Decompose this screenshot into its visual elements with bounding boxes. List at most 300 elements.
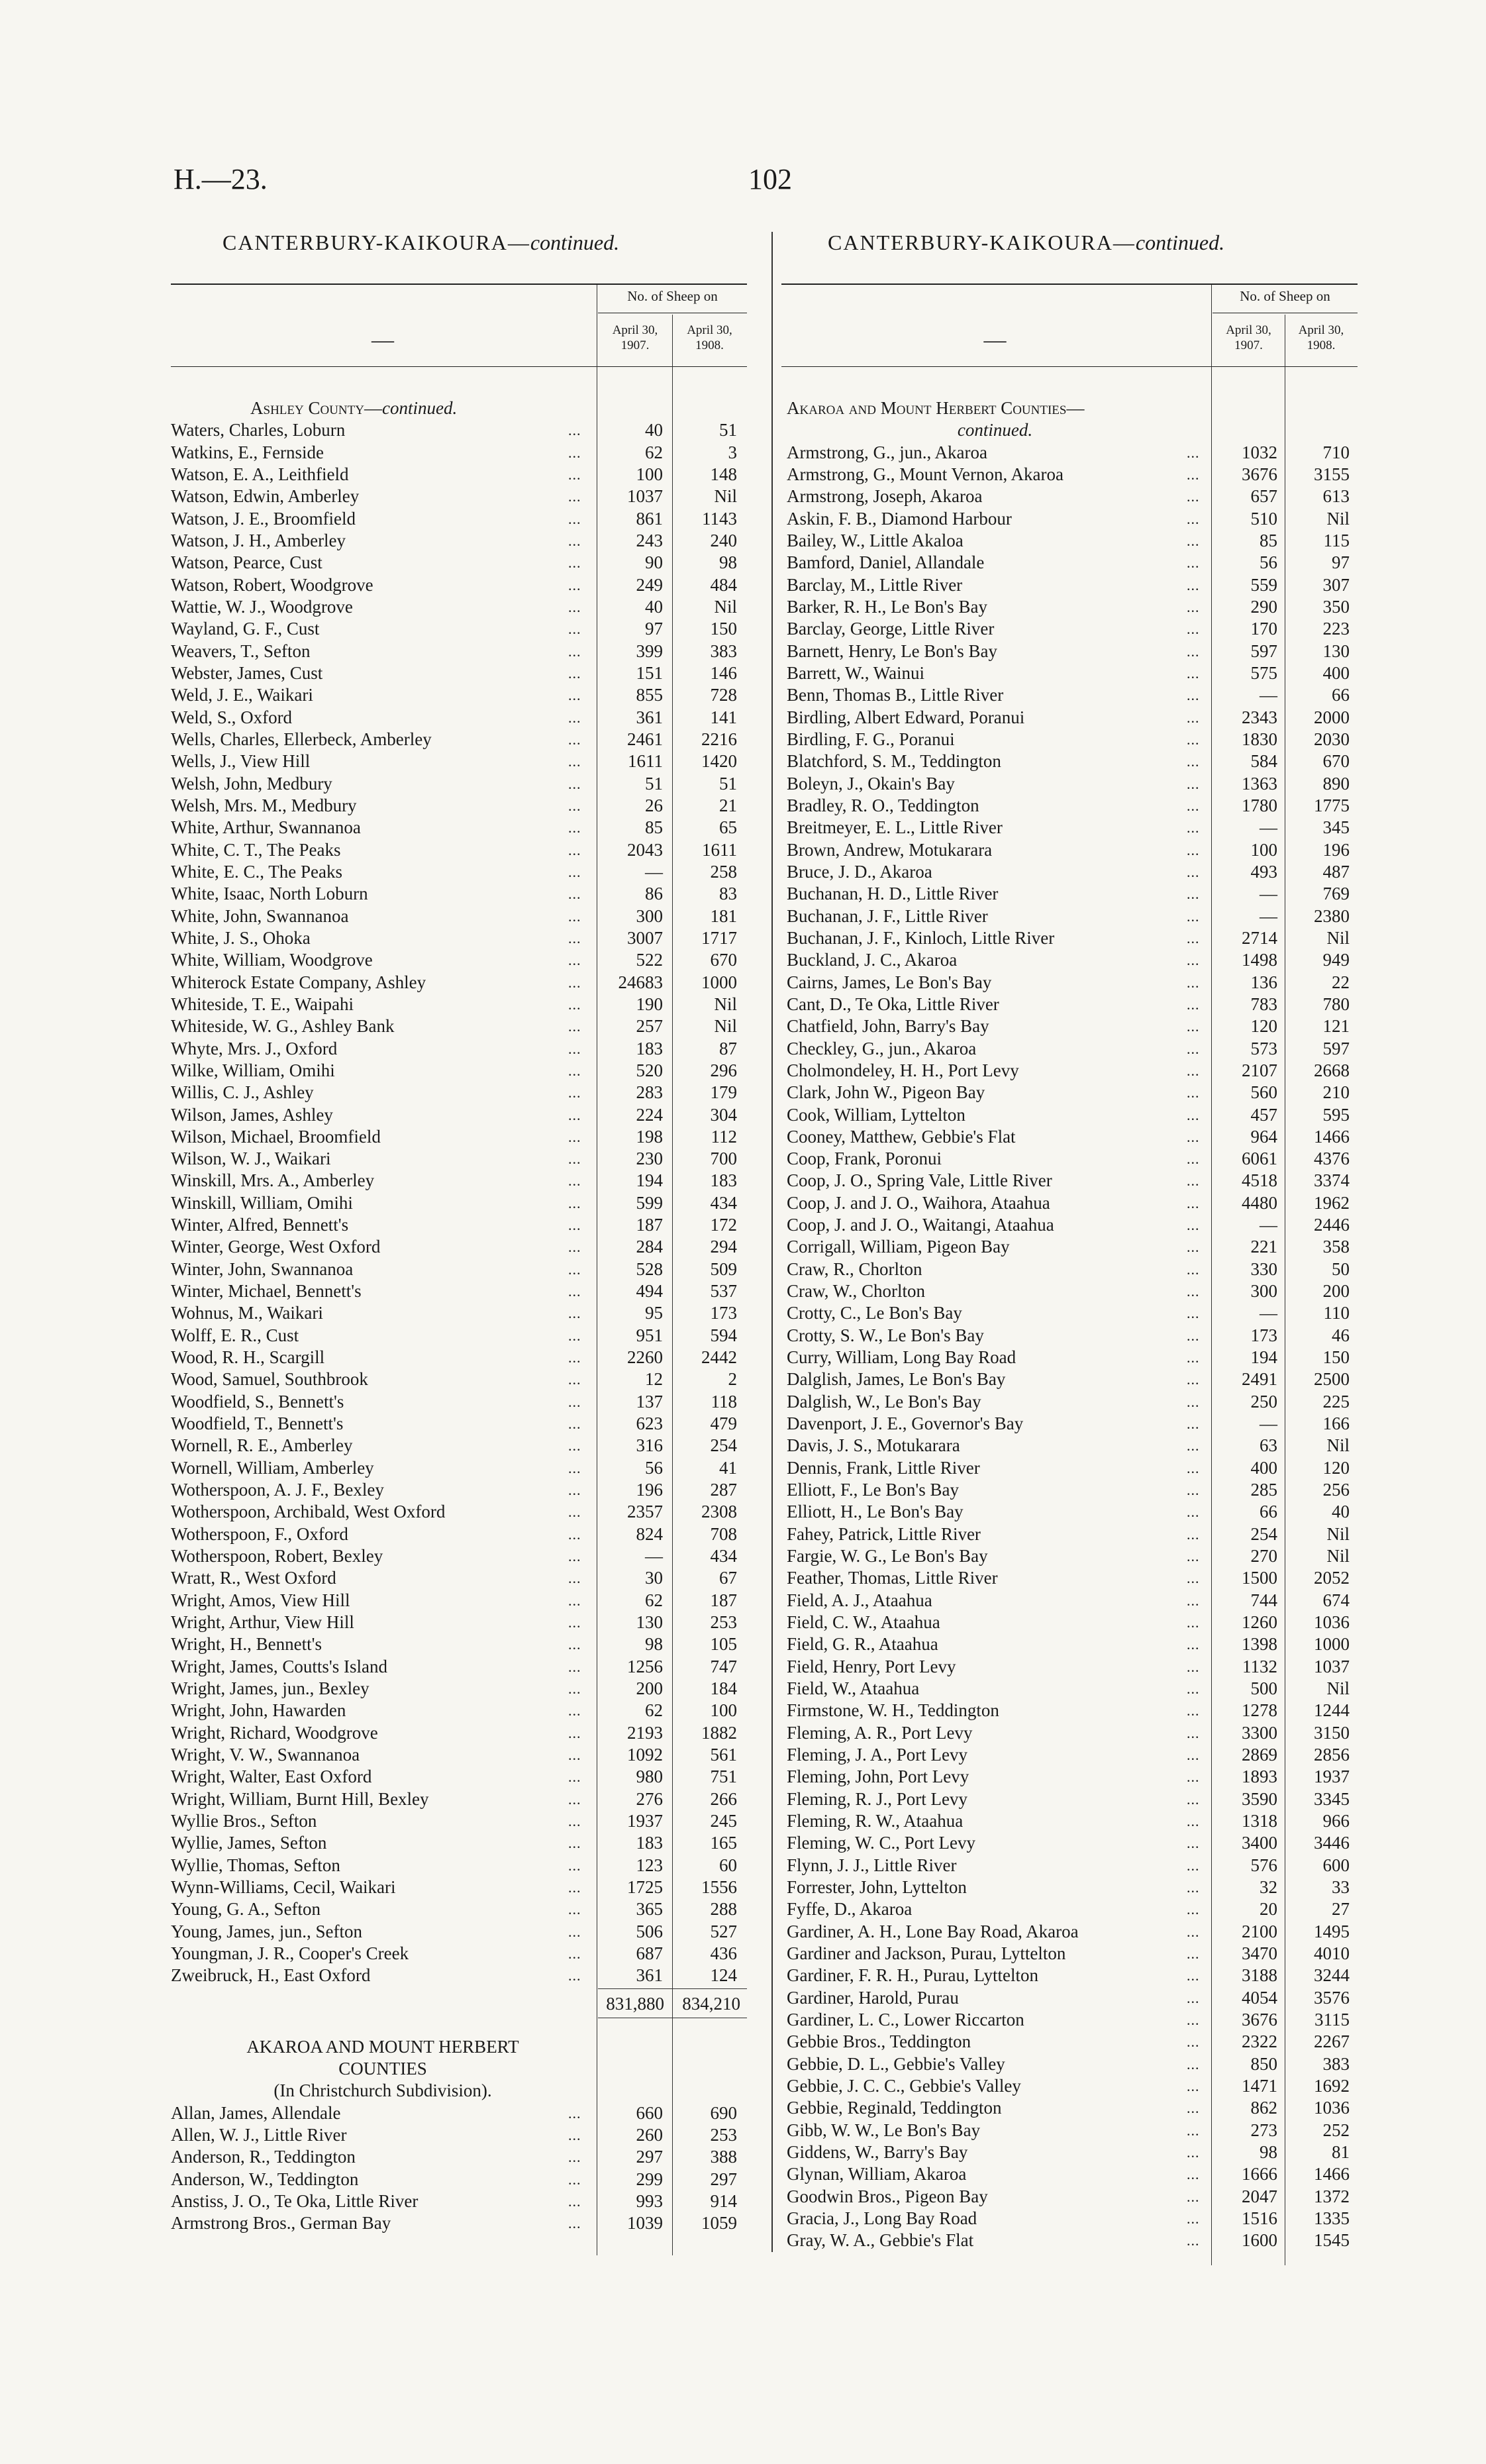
holder-name: Weld, J. E., Waikari xyxy=(171,685,313,705)
section-subtitle: (In Christchurch Subdivision). xyxy=(273,2080,492,2101)
leader-dots: ... xyxy=(1187,1878,1200,1896)
sheep-1907: 1278 xyxy=(1242,1700,1277,1721)
holder-name: Wratt, R., West Oxford xyxy=(171,1568,336,1588)
sheep-1907: 98 xyxy=(645,1634,663,1655)
leader-dots: ... xyxy=(568,841,581,858)
leader-dots: ... xyxy=(1187,1945,1200,1962)
leader-dots: ... xyxy=(1187,753,1200,770)
leader-dots: ... xyxy=(568,1680,581,1698)
sheep-1908: 780 xyxy=(1322,994,1350,1014)
holder-name: Watson, Robert, Woodgrove xyxy=(171,574,373,595)
leader-dots: ... xyxy=(568,598,581,615)
table-row xyxy=(171,508,747,530)
sheep-1907: 1666 xyxy=(1242,2164,1277,2184)
sheep-1907: 120 xyxy=(1250,1016,1277,1037)
sheep-1908: 747 xyxy=(710,1656,737,1676)
leader-dots: ... xyxy=(1187,1239,1200,1256)
sheep-1908: 83 xyxy=(719,884,737,904)
sheep-1908: 98 xyxy=(719,552,737,573)
sheep-1908: 223 xyxy=(1322,619,1350,639)
table-row xyxy=(781,2009,1358,2031)
sheep-1908: 1000 xyxy=(701,972,737,992)
sheep-1908: 966 xyxy=(1322,1811,1350,1831)
sheep-1908: 1335 xyxy=(1314,2208,1350,2228)
table-row xyxy=(171,442,747,464)
sheep-1908: 256 xyxy=(1322,1480,1350,1500)
table-row xyxy=(781,1214,1358,1236)
holder-name: Youngman, J. R., Cooper's Creek xyxy=(171,1943,409,1963)
sheep-1908: 1036 xyxy=(1314,2098,1350,2118)
sheep-1907: 1132 xyxy=(1242,1656,1277,1676)
sheep-1908: 115 xyxy=(1323,530,1350,550)
table-row xyxy=(781,1700,1358,1721)
table-row xyxy=(171,861,747,883)
sheep-1907: 660 xyxy=(636,2102,663,2123)
sheep-1907: 1037 xyxy=(627,486,663,507)
section-heading xyxy=(781,397,1358,419)
sheep-1908: 2 xyxy=(728,1369,737,1390)
leader-dots: ... xyxy=(1187,1790,1200,1808)
sheep-1908: 1037 xyxy=(1314,1656,1350,1676)
holder-name: Fleming, R. W., Ataahua xyxy=(787,1811,964,1831)
table-row xyxy=(171,972,747,994)
table-row xyxy=(171,1214,747,1236)
left-title-continued: continued. xyxy=(530,231,620,254)
leader-dots: ... xyxy=(1187,797,1200,814)
holder-name: Woodfield, T., Bennett's xyxy=(171,1413,344,1434)
sheep-1907: 100 xyxy=(1250,839,1277,860)
sheep-1908: 50 xyxy=(1332,1258,1350,1279)
sheep-1907: 1318 xyxy=(1242,1811,1277,1831)
sheep-1908: 358 xyxy=(1322,1237,1350,1257)
holder-name: Wotherspoon, Robert, Bexley xyxy=(171,1546,383,1566)
holder-name: Weavers, T., Sefton xyxy=(171,641,311,661)
holder-name: Glynan, William, Akaroa xyxy=(787,2164,967,2184)
leader-dots: ... xyxy=(1187,1923,1200,1940)
sheep-1907: 151 xyxy=(636,662,663,683)
sheep-1907: 4054 xyxy=(1242,1987,1277,2008)
sheep-1907: 3590 xyxy=(1242,1788,1277,1809)
holder-name: Field, A. J., Ataahua xyxy=(787,1590,932,1610)
leader-dots: ... xyxy=(568,731,581,748)
table-row xyxy=(781,508,1358,530)
holder-name: Cooney, Matthew, Gebbie's Flat xyxy=(787,1126,1016,1147)
leader-dots: ... xyxy=(1187,444,1200,461)
sheep-1907: 1500 xyxy=(1242,1568,1277,1588)
table-row xyxy=(171,1788,747,1810)
holder-name: Watson, J. E., Broomfield xyxy=(171,508,356,529)
sheep-1908: 1059 xyxy=(701,2213,737,2233)
leader-dots: ... xyxy=(568,2104,581,2122)
sheep-1907: 1937 xyxy=(627,1811,663,1831)
table-row xyxy=(781,1633,1358,1655)
table-row xyxy=(781,972,1358,994)
sheep-1908: 1372 xyxy=(1314,2186,1350,2206)
section-title: Akaroa and Mount Herbert Counties— xyxy=(787,398,1085,418)
holder-name: Wright, William, Burnt Hill, Bexley xyxy=(171,1788,429,1809)
table-row xyxy=(781,1545,1358,1567)
holder-name: Birdling, Albert Edward, Poranui xyxy=(787,707,1025,727)
sheep-1908: 172 xyxy=(710,1215,737,1235)
holder-name: Gracia, J., Long Bay Road xyxy=(787,2208,977,2228)
holder-name: Whyte, Mrs. J., Oxford xyxy=(171,1038,338,1058)
sheep-1907: 1039 xyxy=(627,2213,663,2233)
holder-name: Cook, William, Lyttelton xyxy=(787,1104,966,1125)
sheep-1907: 249 xyxy=(636,574,663,595)
sheep-1908: 87 xyxy=(719,1038,737,1058)
total-bottom-rule xyxy=(171,2018,747,2024)
table-row xyxy=(171,1258,747,1280)
sheep-1908: 81 xyxy=(1332,2141,1350,2162)
sheep-1907: 254 xyxy=(1250,1523,1277,1544)
holder-name: Weld, S., Oxford xyxy=(171,707,293,727)
table-row xyxy=(171,1678,747,1700)
holder-name: Winter, Alfred, Bennett's xyxy=(171,1215,349,1235)
holder-name: Wright, Richard, Woodgrove xyxy=(171,1722,378,1743)
leader-dots: ... xyxy=(568,1857,581,1874)
sheep-1908: 66 xyxy=(1332,685,1350,705)
table-row xyxy=(781,1567,1358,1589)
holder-name: Webster, James, Cust xyxy=(171,662,323,683)
sheep-1908: Nil xyxy=(714,596,737,617)
leader-dots: ... xyxy=(1187,2166,1200,2183)
sheep-1908: 1556 xyxy=(701,1876,737,1897)
sheep-1907: 365 xyxy=(636,1899,663,1920)
table-row xyxy=(171,1391,747,1413)
leader-dots: ... xyxy=(568,1769,581,1786)
leader-dots: ... xyxy=(1187,996,1200,1013)
leader-dots: ... xyxy=(568,621,581,638)
table-row xyxy=(171,1325,747,1347)
column-divider xyxy=(771,232,773,2252)
leader-dots: ... xyxy=(1187,1459,1200,1476)
sheep-1908: 304 xyxy=(710,1104,737,1125)
leader-dots: ... xyxy=(568,1835,581,1852)
sheep-1907: 1611 xyxy=(628,751,663,772)
sheep-1907: 273 xyxy=(1250,2120,1277,2140)
table-row xyxy=(171,1832,747,1854)
holder-name: White, Isaac, North Loburn xyxy=(171,884,368,904)
sheep-1908: 297 xyxy=(710,2169,737,2189)
holder-name: Whiterock Estate Company, Ashley xyxy=(171,972,426,992)
holder-name: Watson, E. A., Leithfield xyxy=(171,464,349,484)
table-row xyxy=(781,1501,1358,1523)
table-row xyxy=(171,419,747,441)
leader-dots: ... xyxy=(1187,907,1200,925)
sheep-1908: 400 xyxy=(1322,662,1350,683)
holder-name: Cant, D., Te Oka, Little River xyxy=(787,994,999,1014)
sheep-1907: 183 xyxy=(636,1833,663,1853)
sheep-1908: Nil xyxy=(1326,1435,1350,1456)
table-row xyxy=(171,1855,747,1876)
table-row xyxy=(781,464,1358,486)
sheep-1907: 3676 xyxy=(1242,2009,1277,2029)
sheep-1907: 330 xyxy=(1250,1258,1277,1279)
sheep-1907: 2714 xyxy=(1242,927,1277,948)
holder-name: Watson, Edwin, Amberley xyxy=(171,486,360,507)
table-row xyxy=(171,1435,747,1457)
sheep-1908: 2308 xyxy=(701,1502,737,1522)
table-row xyxy=(781,442,1358,464)
leader-dots: ... xyxy=(568,819,581,837)
table-row xyxy=(781,1744,1358,1766)
sheep-1908: 388 xyxy=(710,2147,737,2167)
sheep-1907: 26 xyxy=(645,795,663,815)
sheep-1907: 575 xyxy=(1250,662,1277,683)
sheep-1908: 1000 xyxy=(1314,1634,1350,1655)
sheep-1908: Nil xyxy=(1326,927,1350,948)
sheep-1907: 528 xyxy=(636,1258,663,1279)
sheep-1908: 27 xyxy=(1332,1899,1350,1920)
holder-name: Field, G. R., Ataahua xyxy=(787,1634,938,1655)
sheep-1907: 1256 xyxy=(627,1656,663,1676)
holder-name: Winskill, William, Omihi xyxy=(171,1192,353,1213)
sheep-1907: 687 xyxy=(636,1943,663,1963)
sheep-1907: 980 xyxy=(636,1767,663,1787)
leader-dots: ... xyxy=(1187,731,1200,748)
leader-dots: ... xyxy=(568,687,581,704)
holder-name: Bradley, R. O., Teddington xyxy=(787,795,979,815)
leader-dots: ... xyxy=(568,664,581,682)
table-row xyxy=(171,2190,747,2212)
leader-dots: ... xyxy=(1187,1724,1200,1741)
table-row xyxy=(781,530,1358,552)
sheep-1907: 522 xyxy=(636,950,663,970)
sheep-1908: 597 xyxy=(1322,1038,1350,1058)
sheep-1907: 500 xyxy=(1250,1678,1277,1699)
table-row xyxy=(781,1810,1358,1832)
table-row xyxy=(781,1722,1358,1744)
holder-name: Wornell, William, Amberley xyxy=(171,1457,374,1478)
leader-dots: ... xyxy=(1187,510,1200,527)
table-row xyxy=(781,994,1358,1015)
table-row xyxy=(781,1302,1358,1324)
leader-dots: ... xyxy=(568,1790,581,1808)
holder-name: Chatfield, John, Barry's Bay xyxy=(787,1016,989,1037)
sheep-1907: 599 xyxy=(636,1192,663,1213)
sheep-1908: Nil xyxy=(1326,1546,1350,1566)
table-row xyxy=(781,2141,1358,2163)
table-row xyxy=(171,1236,747,1258)
sheep-1908: 253 xyxy=(710,2124,737,2145)
holder-name: Brown, Andrew, Motukarara xyxy=(787,839,993,860)
holder-name: Armstrong, G., jun., Akaroa xyxy=(787,442,987,462)
sheep-1907: 63 xyxy=(1260,1435,1277,1456)
holder-name: Wright, John, Hawarden xyxy=(171,1700,346,1721)
holder-name: Gardiner, F. R. H., Purau, Lyttelton xyxy=(787,1965,1038,1986)
holder-name: Armstrong, G., Mount Vernon, Akaroa xyxy=(787,464,1064,484)
sheep-1908: 266 xyxy=(710,1788,737,1809)
holder-name: Cairns, James, Le Bon's Bay xyxy=(787,972,992,992)
table-row xyxy=(171,574,747,596)
year-1907-header: April 30, 1907. xyxy=(612,323,658,352)
table-row xyxy=(781,2097,1358,2119)
leader-dots: ... xyxy=(1187,687,1200,704)
table-row xyxy=(171,1413,747,1435)
sheep-1908: 165 xyxy=(710,1833,737,1853)
sheep-1907: 97 xyxy=(645,619,663,639)
leader-dots: ... xyxy=(568,1106,581,1123)
table-row xyxy=(781,1479,1358,1501)
sheep-1908: 1545 xyxy=(1314,2230,1350,2251)
holder-name: Young, James, jun., Sefton xyxy=(171,1921,363,1941)
table-row xyxy=(171,1347,747,1368)
sheep-1908: 2380 xyxy=(1314,905,1350,926)
leader-dots: ... xyxy=(568,1260,581,1278)
sheep-1908: 4376 xyxy=(1314,1149,1350,1169)
leader-dots: ... xyxy=(568,444,581,461)
sheep-1908: 383 xyxy=(1322,2053,1350,2074)
table-row xyxy=(171,2212,747,2234)
sheep-1907: 361 xyxy=(636,707,663,727)
table-row xyxy=(781,1368,1358,1390)
sheep-1907: 194 xyxy=(636,1170,663,1191)
holder-name: Wilson, Michael, Broomfield xyxy=(171,1126,381,1147)
holder-name: Wells, Charles, Ellerbeck, Amberley xyxy=(171,729,432,749)
right-column-title xyxy=(828,231,1224,255)
leader-dots: ... xyxy=(1187,1128,1200,1145)
holder-name: Woodfield, S., Bennett's xyxy=(171,1391,344,1412)
sheep-1907: 90 xyxy=(645,552,663,573)
leader-dots: ... xyxy=(568,510,581,527)
holder-name: Anderson, R., Teddington xyxy=(171,2147,356,2167)
table-row xyxy=(781,1038,1358,1060)
section-heading xyxy=(171,397,747,419)
leader-dots: ... xyxy=(1187,1548,1200,1565)
table-row xyxy=(171,464,747,486)
sheep-1908: 51 xyxy=(719,420,737,440)
sheep-1908: 594 xyxy=(710,1325,737,1345)
sheep-1908: 2856 xyxy=(1314,1745,1350,1765)
sheep-1907: 361 xyxy=(636,1965,663,1986)
table-row xyxy=(781,684,1358,706)
holder-name: Buckland, J. C., Akaroa xyxy=(787,950,958,970)
leader-dots: ... xyxy=(568,2126,581,2143)
sheep-1908: 1692 xyxy=(1314,2075,1350,2096)
leader-dots: ... xyxy=(568,907,581,925)
leader-dots: ... xyxy=(1187,1260,1200,1278)
table-row xyxy=(781,1766,1358,1788)
table-row xyxy=(781,729,1358,750)
sheep-1908: 2030 xyxy=(1314,729,1350,749)
sheep-1908: 183 xyxy=(710,1170,737,1191)
leader-dots: ... xyxy=(568,1901,581,1918)
sheep-1908: 184 xyxy=(710,1678,737,1699)
year-1908-header: April 30, 1908. xyxy=(1298,323,1344,352)
sheep-1907: 584 xyxy=(1250,751,1277,772)
table-row xyxy=(171,1170,747,1192)
holder-name: Armstrong, Joseph, Akaroa xyxy=(787,486,983,507)
holder-name: Winter, John, Swannanoa xyxy=(171,1258,354,1279)
leader-dots: ... xyxy=(1187,1989,1200,2006)
sheep-1908: 150 xyxy=(1322,1347,1350,1368)
sheep-1907: 597 xyxy=(1250,641,1277,661)
sheep-1908: 3150 xyxy=(1314,1722,1350,1743)
holder-name: Wright, Amos, View Hill xyxy=(171,1590,350,1610)
leader-dots: ... xyxy=(568,775,581,792)
table-row xyxy=(171,883,747,905)
leader-dots: ... xyxy=(568,1570,581,1587)
table-row xyxy=(781,1192,1358,1214)
table-row xyxy=(171,662,747,684)
section-continued: continued. xyxy=(381,398,458,418)
leader-dots: ... xyxy=(1187,598,1200,615)
sheep-1907: 2491 xyxy=(1242,1369,1277,1390)
sheep-1907: 62 xyxy=(645,442,663,462)
sheep-1907: 260 xyxy=(636,2124,663,2145)
holder-name: Coop, J. and J. O., Waitangi, Ataahua xyxy=(787,1215,1054,1235)
sheep-1908: Nil xyxy=(714,1016,737,1037)
leader-dots: ... xyxy=(568,2171,581,2188)
table-row xyxy=(781,1832,1358,1854)
sheep-1907: — xyxy=(645,1546,663,1566)
sheep-1908: 1143 xyxy=(702,508,737,529)
leader-dots: ... xyxy=(568,1239,581,1256)
sheep-1907: 951 xyxy=(636,1325,663,1345)
sheep-1907: — xyxy=(645,861,663,882)
sheep-1907: 1516 xyxy=(1242,2208,1277,2228)
holder-name: Davenport, J. E., Governor's Bay xyxy=(787,1413,1024,1434)
sheep-1907: 198 xyxy=(636,1126,663,1147)
leader-dots: ... xyxy=(1187,1525,1200,1543)
sheep-1907: 86 xyxy=(645,884,663,904)
sheep-1908: 710 xyxy=(1322,442,1350,462)
table-row xyxy=(781,1876,1358,1898)
holder-name: Wood, Samuel, Southbrook xyxy=(171,1369,368,1390)
holder-name: Allen, W. J., Little River xyxy=(171,2124,347,2145)
sheep-1908: 751 xyxy=(710,1767,737,1787)
holder-name: Wilson, W. J., Waikari xyxy=(171,1149,331,1169)
sheep-1908: 3576 xyxy=(1314,1987,1350,2008)
sheep-1907: 964 xyxy=(1250,1126,1277,1147)
sheep-1908: 670 xyxy=(1322,751,1350,772)
header-top-rule xyxy=(171,283,747,285)
table-row xyxy=(781,596,1358,618)
sheep-1907: 56 xyxy=(1260,552,1277,573)
table-row xyxy=(781,1523,1358,1545)
sheep-1907: 3007 xyxy=(627,927,663,948)
sheep-1907: 510 xyxy=(1250,508,1277,529)
holder-name: Whiteside, W. G., Ashley Bank xyxy=(171,1016,395,1037)
leader-dots: ... xyxy=(568,1702,581,1720)
sheep-1908: 22 xyxy=(1332,972,1350,992)
sheep-1907: 2357 xyxy=(627,1502,663,1522)
leader-dots: ... xyxy=(1187,1614,1200,1631)
sheep-1908: 436 xyxy=(710,1943,737,1963)
holder-name: Davis, J. S., Motukarara xyxy=(787,1435,960,1456)
table-row xyxy=(171,486,747,507)
holder-name: Fyffe, D., Akaroa xyxy=(787,1899,913,1920)
holder-name: Anstiss, J. O., Te Oka, Little River xyxy=(171,2190,419,2211)
leader-dots: ... xyxy=(568,1084,581,1102)
table-row xyxy=(781,1435,1358,1457)
sheep-1907: — xyxy=(1260,685,1277,705)
holder-name: Checkley, G., jun., Akaroa xyxy=(787,1038,977,1058)
section-title-line1: AKAROA AND MOUNT HERBERT xyxy=(246,2036,519,2057)
holder-name: Craw, R., Chorlton xyxy=(787,1258,922,1279)
section-title-line1-row xyxy=(171,2036,747,2058)
sheep-1908: 100 xyxy=(710,1700,737,1721)
sheep-1907: 24683 xyxy=(618,972,663,992)
holder-name: Allan, James, Allendale xyxy=(171,2102,341,2123)
sheep-1907: 190 xyxy=(636,994,663,1014)
holder-name: Wotherspoon, A. J. F., Bexley xyxy=(171,1480,384,1500)
sheep-1907: 2043 xyxy=(627,839,663,860)
sheep-1908: 124 xyxy=(710,1965,737,1986)
leader-dots: ... xyxy=(1187,2122,1200,2139)
sheep-1907: 559 xyxy=(1250,574,1277,595)
sheep-1907: 40 xyxy=(645,420,663,440)
